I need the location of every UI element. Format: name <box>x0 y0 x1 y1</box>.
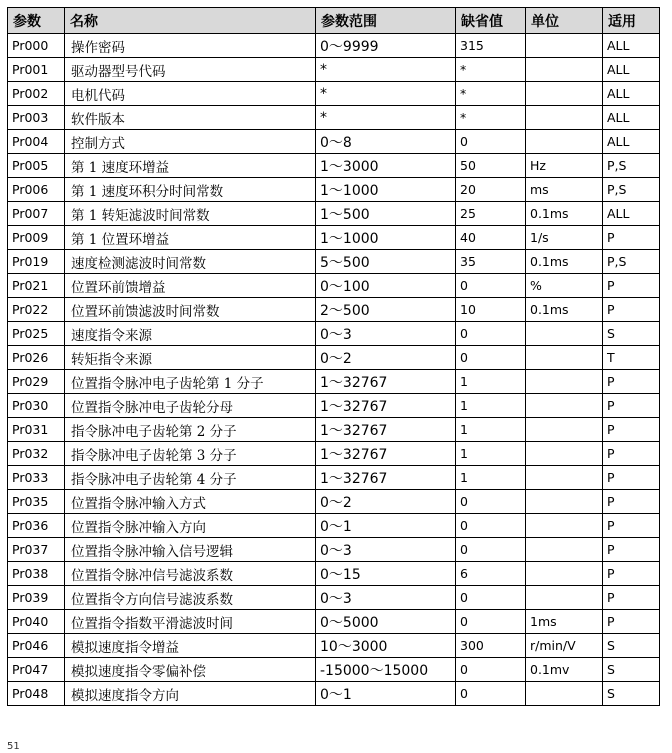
param-code: Pr039 <box>8 586 65 610</box>
header-range: 参数范围 <box>316 8 456 34</box>
param-range: * <box>316 82 456 106</box>
header-name: 名称 <box>65 8 316 34</box>
header-row <box>8 8 660 34</box>
param-unit <box>526 106 603 130</box>
param-name: 指令脉冲电子齿轮第 2 分子 <box>65 418 316 442</box>
param-applicable: ALL <box>603 202 660 226</box>
param-code: Pr031 <box>8 418 65 442</box>
param-applicable: P,S <box>603 154 660 178</box>
header-param: 参数 <box>8 8 65 34</box>
param-unit <box>526 130 603 154</box>
param-default: 1 <box>456 370 526 394</box>
param-default: 50 <box>456 154 526 178</box>
param-name: 第 1 速度环增益 <box>65 154 316 178</box>
param-default: 315 <box>456 34 526 58</box>
param-name: 位置指令方向信号滤波系数 <box>65 586 316 610</box>
param-name: 模拟速度指令增益 <box>65 634 316 658</box>
param-applicable: S <box>603 658 660 682</box>
table-row <box>8 274 660 298</box>
param-range: 0～9999 <box>316 34 456 58</box>
param-applicable: P <box>603 274 660 298</box>
param-code: Pr009 <box>8 226 65 250</box>
param-name: 驱动器型号代码 <box>65 58 316 82</box>
param-code: Pr000 <box>8 34 65 58</box>
param-unit: r/min/V <box>526 634 603 658</box>
param-code: Pr046 <box>8 634 65 658</box>
param-default: 35 <box>456 250 526 274</box>
param-code: Pr047 <box>8 658 65 682</box>
param-unit <box>526 562 603 586</box>
param-unit <box>526 538 603 562</box>
param-code: Pr001 <box>8 58 65 82</box>
param-name: 位置指令脉冲信号滤波系数 <box>65 562 316 586</box>
param-unit: 0.1ms <box>526 250 603 274</box>
param-applicable: P <box>603 442 660 466</box>
param-name: 位置环前馈滤波时间常数 <box>65 298 316 322</box>
param-range: 1～32767 <box>316 418 456 442</box>
param-name: 位置指令脉冲电子齿轮分母 <box>65 394 316 418</box>
param-code: Pr021 <box>8 274 65 298</box>
param-default: 20 <box>456 178 526 202</box>
table-row <box>8 346 660 370</box>
header-unit: 单位 <box>526 8 603 34</box>
param-range: * <box>316 58 456 82</box>
param-code: Pr036 <box>8 514 65 538</box>
param-name: 模拟速度指令方向 <box>65 682 316 706</box>
param-code: Pr007 <box>8 202 65 226</box>
param-default: * <box>456 82 526 106</box>
param-unit <box>526 682 603 706</box>
param-name: 速度指令来源 <box>65 322 316 346</box>
param-name: 速度检测滤波时间常数 <box>65 250 316 274</box>
param-applicable: S <box>603 682 660 706</box>
param-unit <box>526 322 603 346</box>
param-applicable: P <box>603 418 660 442</box>
param-default: 0 <box>456 538 526 562</box>
param-code: Pr029 <box>8 370 65 394</box>
param-code: Pr003 <box>8 106 65 130</box>
param-name: 第 1 位置环增益 <box>65 226 316 250</box>
param-range: 0～3 <box>316 538 456 562</box>
param-default: 0 <box>456 274 526 298</box>
param-code: Pr005 <box>8 154 65 178</box>
table-row <box>8 394 660 418</box>
param-unit <box>526 586 603 610</box>
param-range: 0～5000 <box>316 610 456 634</box>
param-unit <box>526 490 603 514</box>
table-row <box>8 202 660 226</box>
table-row <box>8 178 660 202</box>
param-range: 0～100 <box>316 274 456 298</box>
param-range: 0～15 <box>316 562 456 586</box>
param-unit <box>526 442 603 466</box>
param-code: Pr037 <box>8 538 65 562</box>
param-range: 1～32767 <box>316 370 456 394</box>
table-row <box>8 466 660 490</box>
param-name: 模拟速度指令零偏补偿 <box>65 658 316 682</box>
table-row <box>8 250 660 274</box>
param-name: 操作密码 <box>65 34 316 58</box>
table-row <box>8 634 660 658</box>
param-name: 第 1 速度环积分时间常数 <box>65 178 316 202</box>
header-default: 缺省值 <box>456 8 526 34</box>
param-applicable: P <box>603 298 660 322</box>
param-range: 0～1 <box>316 514 456 538</box>
param-range: 0～2 <box>316 490 456 514</box>
param-default: 25 <box>456 202 526 226</box>
param-name: 转矩指令来源 <box>65 346 316 370</box>
param-applicable: P <box>603 466 660 490</box>
param-applicable: P <box>603 562 660 586</box>
param-name: 位置环前馈增益 <box>65 274 316 298</box>
param-range: 0～1 <box>316 682 456 706</box>
param-unit <box>526 370 603 394</box>
param-code: Pr035 <box>8 490 65 514</box>
param-range: 1～1000 <box>316 178 456 202</box>
param-applicable: P <box>603 226 660 250</box>
param-name: 位置指令脉冲电子齿轮第 1 分子 <box>65 370 316 394</box>
param-default: 0 <box>456 490 526 514</box>
param-code: Pr026 <box>8 346 65 370</box>
table-row <box>8 538 660 562</box>
param-default: 0 <box>456 130 526 154</box>
param-name: 位置指令指数平滑滤波时间 <box>65 610 316 634</box>
param-unit <box>526 514 603 538</box>
param-unit: 0.1mv <box>526 658 603 682</box>
param-unit <box>526 466 603 490</box>
param-code: Pr002 <box>8 82 65 106</box>
table-row <box>8 82 660 106</box>
table-row <box>8 586 660 610</box>
param-unit <box>526 418 603 442</box>
param-applicable: ALL <box>603 58 660 82</box>
param-applicable: P,S <box>603 178 660 202</box>
param-default: 0 <box>456 658 526 682</box>
param-applicable: ALL <box>603 82 660 106</box>
table-row <box>8 58 660 82</box>
param-range: 1～32767 <box>316 394 456 418</box>
param-applicable: S <box>603 322 660 346</box>
param-applicable: P <box>603 586 660 610</box>
param-range: 0～8 <box>316 130 456 154</box>
param-applicable: T <box>603 346 660 370</box>
param-code: Pr040 <box>8 610 65 634</box>
table-row <box>8 682 660 706</box>
table-row <box>8 34 660 58</box>
param-code: Pr030 <box>8 394 65 418</box>
param-code: Pr006 <box>8 178 65 202</box>
param-unit: Hz <box>526 154 603 178</box>
param-code: Pr038 <box>8 562 65 586</box>
param-unit: % <box>526 274 603 298</box>
param-default: 300 <box>456 634 526 658</box>
param-default: * <box>456 106 526 130</box>
param-unit: 0.1ms <box>526 298 603 322</box>
param-code: Pr004 <box>8 130 65 154</box>
table-row <box>8 130 660 154</box>
table-row <box>8 298 660 322</box>
param-applicable: P <box>603 514 660 538</box>
param-name: 第 1 转矩滤波时间常数 <box>65 202 316 226</box>
table-row <box>8 442 660 466</box>
param-default: 40 <box>456 226 526 250</box>
table-row <box>8 322 660 346</box>
param-range: * <box>316 106 456 130</box>
param-default: 6 <box>456 562 526 586</box>
param-unit: 1ms <box>526 610 603 634</box>
param-default: 0 <box>456 610 526 634</box>
table-row <box>8 610 660 634</box>
param-default: 0 <box>456 514 526 538</box>
param-name: 电机代码 <box>65 82 316 106</box>
param-range: 2～500 <box>316 298 456 322</box>
param-unit: 1/s <box>526 226 603 250</box>
table-row <box>8 226 660 250</box>
param-default: 0 <box>456 586 526 610</box>
param-unit: ms <box>526 178 603 202</box>
param-applicable: P <box>603 610 660 634</box>
table-row <box>8 490 660 514</box>
table-row <box>8 514 660 538</box>
table-row <box>8 562 660 586</box>
param-unit: 0.1ms <box>526 202 603 226</box>
param-applicable: S <box>603 634 660 658</box>
param-range: 0～3 <box>316 322 456 346</box>
param-range: 10～3000 <box>316 634 456 658</box>
param-code: Pr033 <box>8 466 65 490</box>
param-default: * <box>456 58 526 82</box>
param-range: 1～500 <box>316 202 456 226</box>
param-name: 软件版本 <box>65 106 316 130</box>
param-default: 0 <box>456 346 526 370</box>
param-name: 指令脉冲电子齿轮第 4 分子 <box>65 466 316 490</box>
param-applicable: ALL <box>603 34 660 58</box>
param-code: Pr022 <box>8 298 65 322</box>
param-unit <box>526 58 603 82</box>
param-default: 10 <box>456 298 526 322</box>
param-range: 1～32767 <box>316 466 456 490</box>
param-default: 1 <box>456 442 526 466</box>
param-range: 1～1000 <box>316 226 456 250</box>
param-default: 0 <box>456 322 526 346</box>
table-row <box>8 106 660 130</box>
param-applicable: P <box>603 538 660 562</box>
param-code: Pr048 <box>8 682 65 706</box>
param-code: Pr019 <box>8 250 65 274</box>
param-applicable: P <box>603 394 660 418</box>
param-code: Pr032 <box>8 442 65 466</box>
param-range: 1～32767 <box>316 442 456 466</box>
param-applicable: ALL <box>603 106 660 130</box>
param-code: Pr025 <box>8 322 65 346</box>
param-range: 1～3000 <box>316 154 456 178</box>
param-applicable: P <box>603 370 660 394</box>
table-row <box>8 418 660 442</box>
param-name: 指令脉冲电子齿轮第 3 分子 <box>65 442 316 466</box>
param-default: 1 <box>456 418 526 442</box>
param-name: 位置指令脉冲输入方式 <box>65 490 316 514</box>
param-range: 0～2 <box>316 346 456 370</box>
param-name: 位置指令脉冲输入信号逻辑 <box>65 538 316 562</box>
param-default: 1 <box>456 466 526 490</box>
param-name: 控制方式 <box>65 130 316 154</box>
parameter-table <box>7 7 660 706</box>
param-applicable: P <box>603 490 660 514</box>
param-name: 位置指令脉冲输入方向 <box>65 514 316 538</box>
table-row <box>8 658 660 682</box>
table-row <box>8 154 660 178</box>
param-applicable: ALL <box>603 130 660 154</box>
param-default: 1 <box>456 394 526 418</box>
param-default: 0 <box>456 682 526 706</box>
param-applicable: P,S <box>603 250 660 274</box>
param-range: -15000～15000 <box>316 658 456 682</box>
param-unit <box>526 346 603 370</box>
param-range: 5～500 <box>316 250 456 274</box>
param-unit <box>526 82 603 106</box>
param-unit <box>526 394 603 418</box>
header-applicable: 适用 <box>603 8 660 34</box>
page-number: 51 <box>7 741 20 752</box>
table-row <box>8 370 660 394</box>
param-range: 0～3 <box>316 586 456 610</box>
param-unit <box>526 34 603 58</box>
